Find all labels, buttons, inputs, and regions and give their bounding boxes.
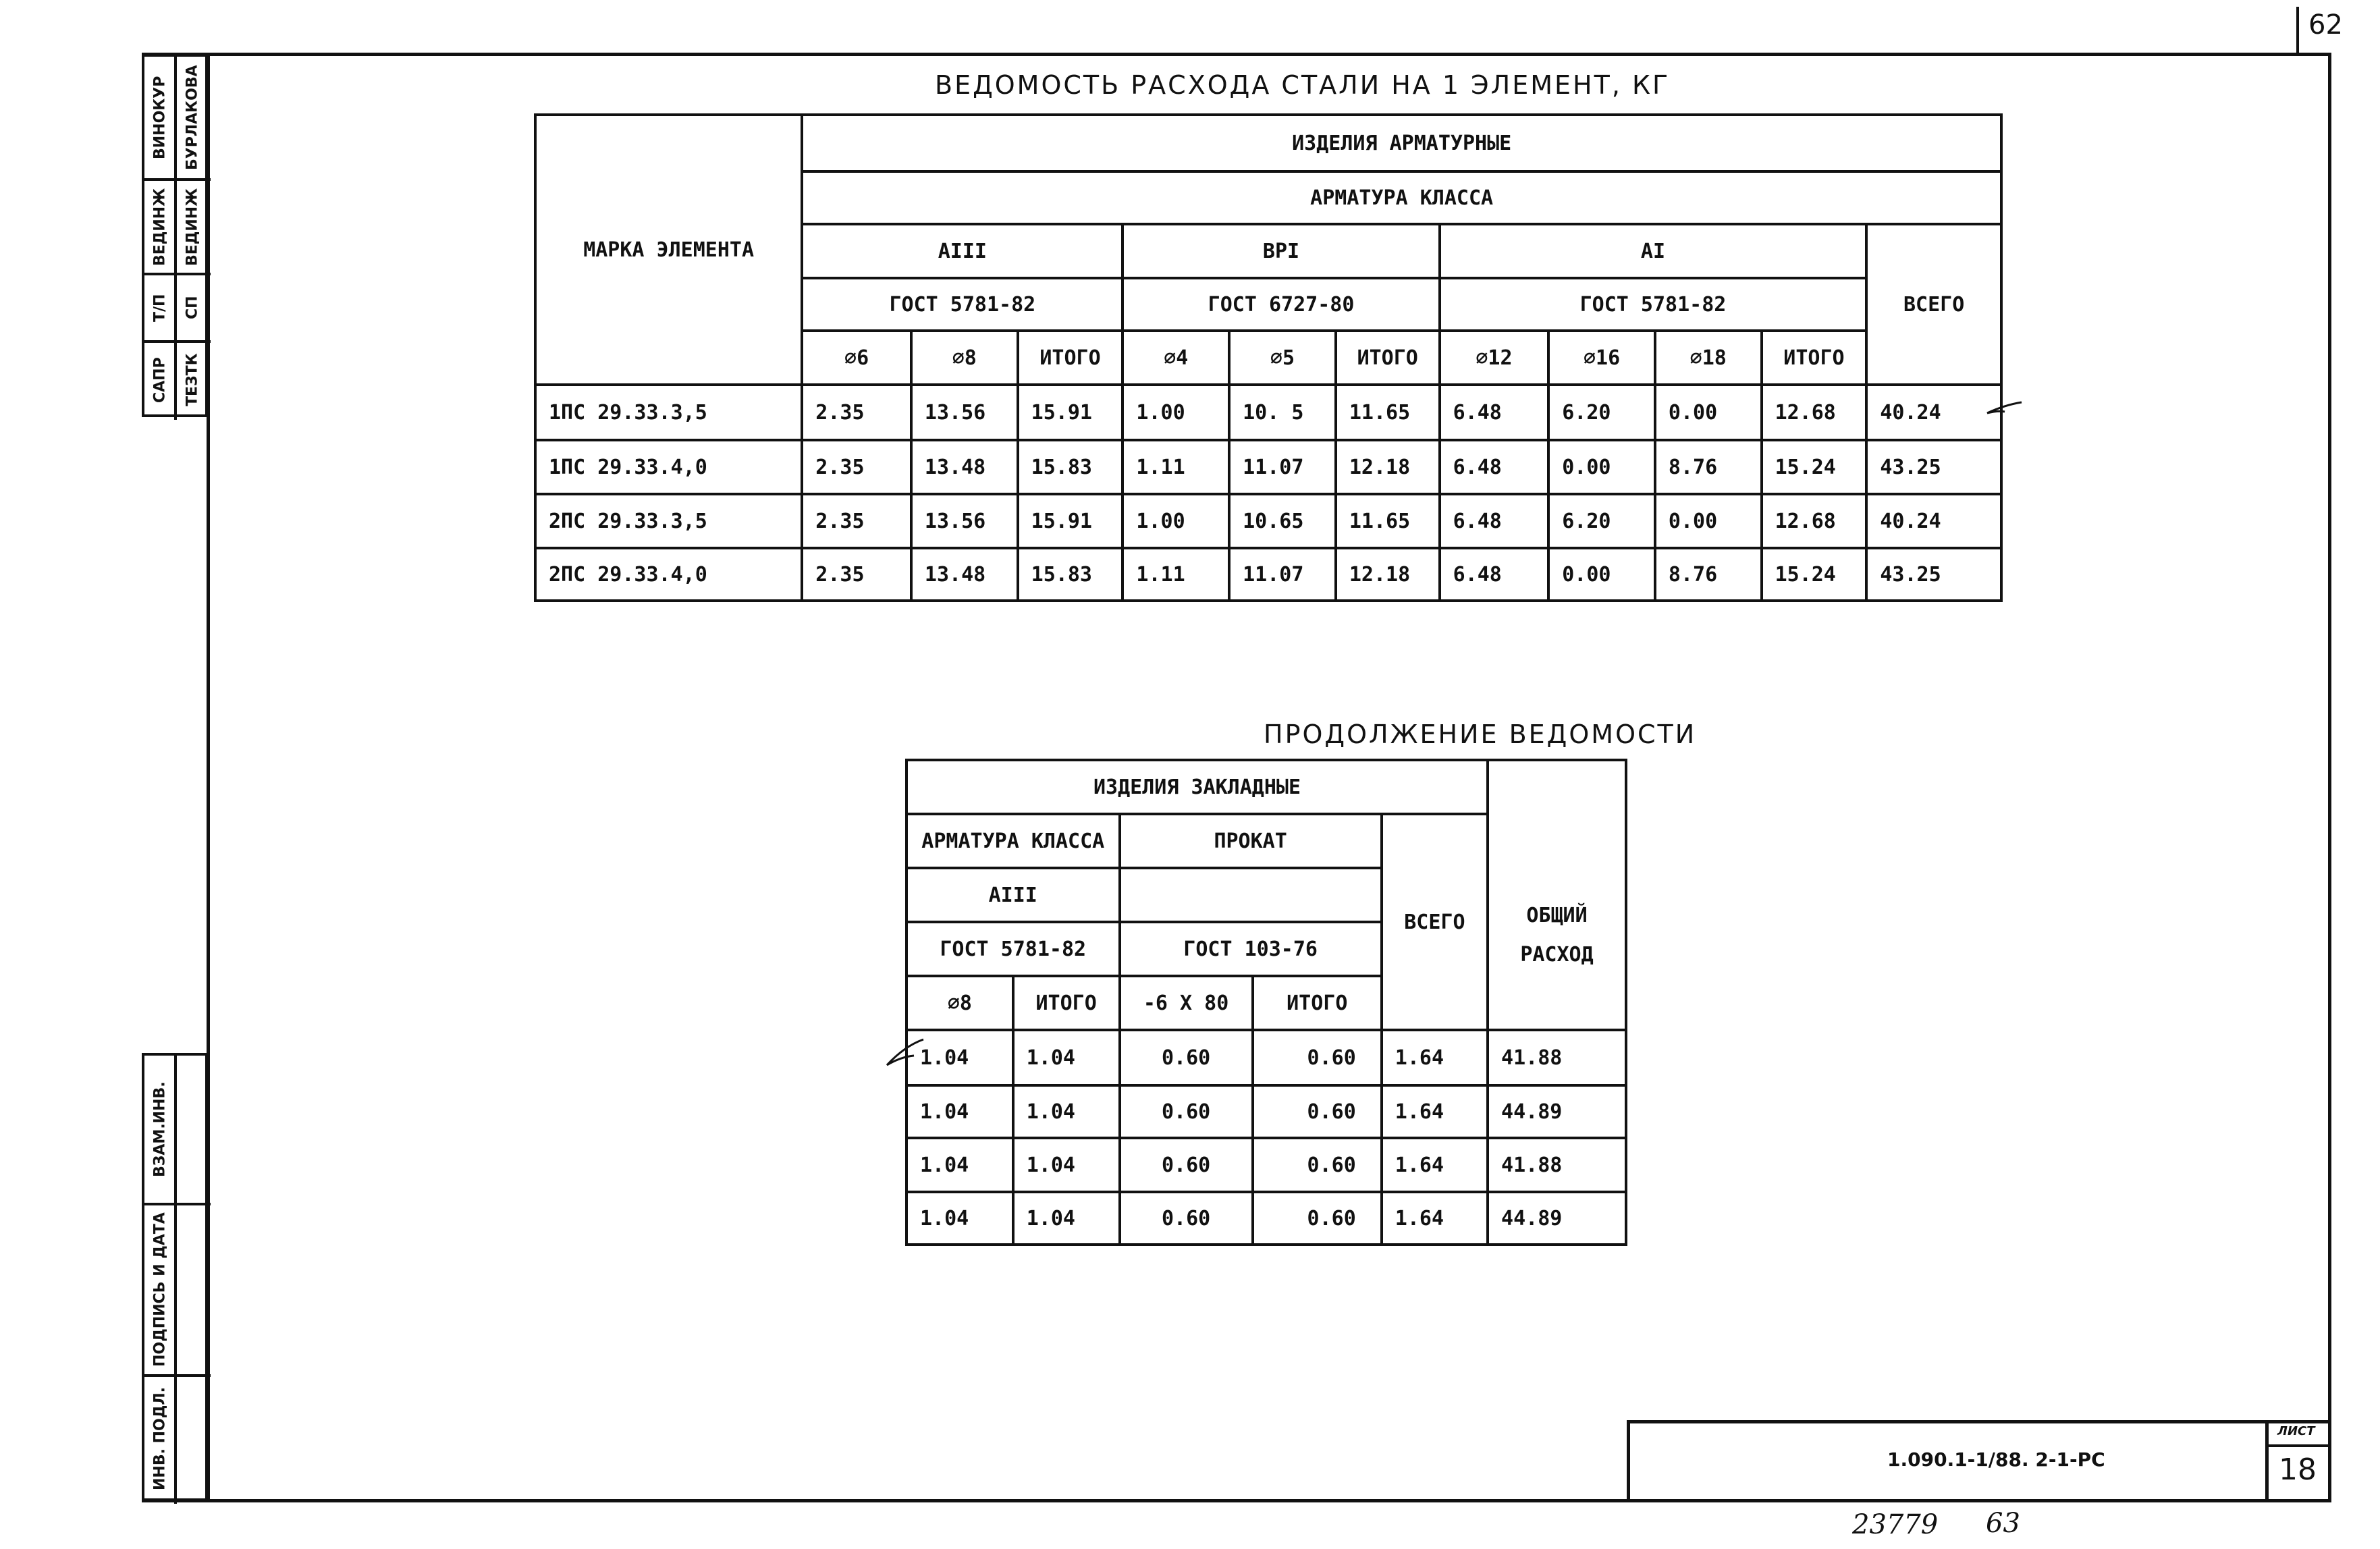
stamp-r2-c2: СП bbox=[184, 296, 201, 320]
cell: 43.25 bbox=[1866, 440, 2001, 494]
cell: 0.00 bbox=[1655, 494, 1762, 548]
table-row bbox=[907, 1085, 1626, 1138]
stamp-r2-c1: ТЕЗТК bbox=[184, 353, 201, 407]
table-row bbox=[535, 385, 2001, 440]
class-vri: ВРI bbox=[1123, 224, 1439, 278]
cell: 1.64 bbox=[1382, 1085, 1488, 1138]
table-row bbox=[535, 494, 2001, 548]
table-row bbox=[535, 548, 2001, 601]
t2-group-header: ИЗДЕЛИЯ ЗАКЛАДНЫЕ bbox=[907, 760, 1488, 814]
cell: 0.60 bbox=[1253, 1030, 1382, 1085]
side-stamp-upper bbox=[142, 54, 208, 417]
gost-aiii: ГОСТ 5781-82 bbox=[802, 278, 1123, 331]
cell: 6.48 bbox=[1440, 494, 1549, 548]
cell: 13.48 bbox=[911, 440, 1018, 494]
table1 bbox=[534, 113, 2003, 602]
col-header: ∅6 bbox=[802, 331, 911, 385]
cell: 15.91 bbox=[1018, 494, 1123, 548]
gost-vri: ГОСТ 6727-80 bbox=[1123, 278, 1439, 331]
col-header: ∅4 bbox=[1123, 331, 1229, 385]
table1-title: ВЕДОМОСТЬ РАСХОДА СТАЛИ НА 1 ЭЛЕМЕНТ, КГ bbox=[935, 70, 1671, 100]
top-page-number: 62 bbox=[2308, 9, 2343, 40]
stamp-r1-c2: Т/П bbox=[151, 294, 169, 322]
row-mark: 2ПС 29.33.3,5 bbox=[535, 494, 802, 548]
cell: 15.83 bbox=[1018, 548, 1123, 601]
cell: 6.20 bbox=[1548, 385, 1655, 440]
t2-prokat: ПРОКАТ bbox=[1120, 814, 1382, 868]
col-header: ∅8 bbox=[907, 976, 1013, 1030]
cell: 6.48 bbox=[1440, 440, 1549, 494]
table2 bbox=[905, 759, 1627, 1246]
table-row bbox=[907, 1192, 1626, 1245]
cell: 11.65 bbox=[1336, 494, 1440, 548]
cell: 44.89 bbox=[1488, 1085, 1626, 1138]
table-row bbox=[907, 1138, 1626, 1192]
side-stamp-lower bbox=[142, 1053, 208, 1501]
cell: 43.25 bbox=[1866, 548, 2001, 601]
cell: 0.60 bbox=[1120, 1138, 1253, 1192]
cell: 0.60 bbox=[1120, 1085, 1253, 1138]
t2-common-header-2: РАСХОД bbox=[1520, 943, 1594, 967]
col-header: ИТОГО bbox=[1253, 976, 1382, 1030]
class-aiii: АIII bbox=[802, 224, 1123, 278]
t2-arm-gost: ГОСТ 5781-82 bbox=[907, 922, 1120, 976]
sheet-box-divider bbox=[2265, 1444, 2329, 1447]
stamp-r2-c3: ВЕДИНЖ bbox=[184, 188, 201, 266]
cell: 0.00 bbox=[1548, 548, 1655, 601]
t2-total-header: ВСЕГО bbox=[1382, 814, 1488, 1030]
cell: 2.35 bbox=[802, 548, 911, 601]
cell: 2.35 bbox=[802, 440, 911, 494]
t2-common-header-1: ОБЩИЙ bbox=[1526, 904, 1588, 927]
cell: 44.89 bbox=[1488, 1192, 1626, 1245]
t2-prokat-gost: ГОСТ 103-76 bbox=[1120, 922, 1382, 976]
cell: 12.68 bbox=[1762, 385, 1867, 440]
sheet-label: ЛИСТ bbox=[2277, 1424, 2315, 1438]
cell: 0.60 bbox=[1120, 1030, 1253, 1085]
cell: 1.04 bbox=[907, 1138, 1013, 1192]
t2-arm-name: АIII bbox=[907, 868, 1120, 922]
col-header: ИТОГО bbox=[1018, 331, 1123, 385]
row-mark: 2ПС 29.33.4,0 bbox=[535, 548, 802, 601]
col-header: ИТОГО bbox=[1013, 976, 1120, 1030]
t2-common-header bbox=[1488, 760, 1626, 1030]
handwritten-page: 63 bbox=[1986, 1508, 2020, 1539]
cell: 41.88 bbox=[1488, 1030, 1626, 1085]
cell: 1.04 bbox=[907, 1085, 1013, 1138]
row-mark: 1ПС 29.33.4,0 bbox=[535, 440, 802, 494]
cell: 10. 5 bbox=[1229, 385, 1336, 440]
cell: 0.60 bbox=[1253, 1138, 1382, 1192]
stamp-r1-c4: ВИНОКУР bbox=[151, 76, 169, 159]
gost-ai: ГОСТ 5781-82 bbox=[1440, 278, 1867, 331]
cell: 1.04 bbox=[907, 1192, 1013, 1245]
handwritten-code: 23779 bbox=[1852, 1509, 1939, 1540]
cell: 12.68 bbox=[1762, 494, 1867, 548]
cell: 1.04 bbox=[1013, 1085, 1120, 1138]
cell: 1.64 bbox=[1382, 1138, 1488, 1192]
col-header: ∅18 bbox=[1655, 331, 1762, 385]
cell: 0.60 bbox=[1253, 1192, 1382, 1245]
cell: 1.64 bbox=[1382, 1030, 1488, 1085]
cell: 11.07 bbox=[1229, 548, 1336, 601]
mark-header: МАРКА ЭЛЕМЕНТА bbox=[535, 115, 802, 385]
pen-tick-mark bbox=[1984, 398, 2025, 418]
cell: 13.56 bbox=[911, 494, 1018, 548]
cell: 11.65 bbox=[1336, 385, 1440, 440]
cell: 15.24 bbox=[1762, 548, 1867, 601]
col-header: ИТОГО bbox=[1762, 331, 1867, 385]
cell: 40.24 bbox=[1866, 385, 2001, 440]
cell: 13.56 bbox=[911, 385, 1018, 440]
stamp-podpis-data: ПОДПИСЬ И ДАТА bbox=[151, 1212, 169, 1367]
col-header: ∅5 bbox=[1229, 331, 1336, 385]
cell: 15.83 bbox=[1018, 440, 1123, 494]
stamp-r1-c1: САПР bbox=[151, 357, 169, 403]
table2-title: ПРОДОЛЖЕНИЕ ВЕДОМОСТИ bbox=[1264, 719, 1697, 749]
top-page-divider bbox=[2296, 7, 2299, 54]
cell: 12.18 bbox=[1336, 548, 1440, 601]
stamp-inv-podl: ИНВ. ПОДЛ. bbox=[151, 1387, 169, 1491]
stamp-r1-c3: ВЕДИНЖ bbox=[151, 188, 169, 266]
cell: 8.76 bbox=[1655, 548, 1762, 601]
class-ai: АI bbox=[1440, 224, 1867, 278]
table-row bbox=[907, 1030, 1626, 1085]
col-header: ∅8 bbox=[911, 331, 1018, 385]
cell: 0.60 bbox=[1253, 1085, 1382, 1138]
cell: 8.76 bbox=[1655, 440, 1762, 494]
stamp-vzam-inv: ВЗАМ.ИНВ. bbox=[151, 1081, 169, 1177]
cell: 6.48 bbox=[1440, 548, 1549, 601]
col-header: -6 Х 80 bbox=[1120, 976, 1253, 1030]
cell: 1.00 bbox=[1123, 494, 1229, 548]
cell: 13.48 bbox=[911, 548, 1018, 601]
t2-empty bbox=[1120, 868, 1382, 922]
cell: 1.04 bbox=[907, 1030, 1013, 1085]
t1-total-header: ВСЕГО bbox=[1866, 224, 2001, 385]
cell: 10.65 bbox=[1229, 494, 1336, 548]
cell: 11.07 bbox=[1229, 440, 1336, 494]
cell: 0.00 bbox=[1548, 440, 1655, 494]
cell: 1.04 bbox=[1013, 1138, 1120, 1192]
cell: 6.48 bbox=[1440, 385, 1549, 440]
row-mark: 1ПС 29.33.3,5 bbox=[535, 385, 802, 440]
cell: 41.88 bbox=[1488, 1138, 1626, 1192]
cell: 1.00 bbox=[1123, 385, 1229, 440]
col-header: ИТОГО bbox=[1336, 331, 1440, 385]
cell: 1.04 bbox=[1013, 1192, 1120, 1245]
cell: 0.60 bbox=[1120, 1192, 1253, 1245]
cell: 6.20 bbox=[1548, 494, 1655, 548]
stamp-r2-c4: БУРЛАКОВА bbox=[184, 65, 201, 170]
cell: 15.24 bbox=[1762, 440, 1867, 494]
cell: 15.91 bbox=[1018, 385, 1123, 440]
cell: 1.11 bbox=[1123, 548, 1229, 601]
cell: 2.35 bbox=[802, 385, 911, 440]
cell: 40.24 bbox=[1866, 494, 2001, 548]
col-header: ∅12 bbox=[1440, 331, 1549, 385]
cell: 1.11 bbox=[1123, 440, 1229, 494]
t2-arm-class: АРМАТУРА КЛАССА bbox=[907, 814, 1120, 868]
t1-sub-header: АРМАТУРА КЛАССА bbox=[802, 171, 2001, 224]
cell: 1.04 bbox=[1013, 1030, 1120, 1085]
sheet-number: 18 bbox=[2279, 1452, 2317, 1487]
cell: 0.00 bbox=[1655, 385, 1762, 440]
table-row bbox=[535, 440, 2001, 494]
col-header: ∅16 bbox=[1548, 331, 1655, 385]
cell: 12.18 bbox=[1336, 440, 1440, 494]
document-code: 1.090.1-1/88. 2-1-РС bbox=[1887, 1448, 2105, 1471]
cell: 2.35 bbox=[802, 494, 911, 548]
t1-group-header: ИЗДЕЛИЯ АРМАТУРНЫЕ bbox=[802, 115, 2001, 171]
cell: 1.64 bbox=[1382, 1192, 1488, 1245]
